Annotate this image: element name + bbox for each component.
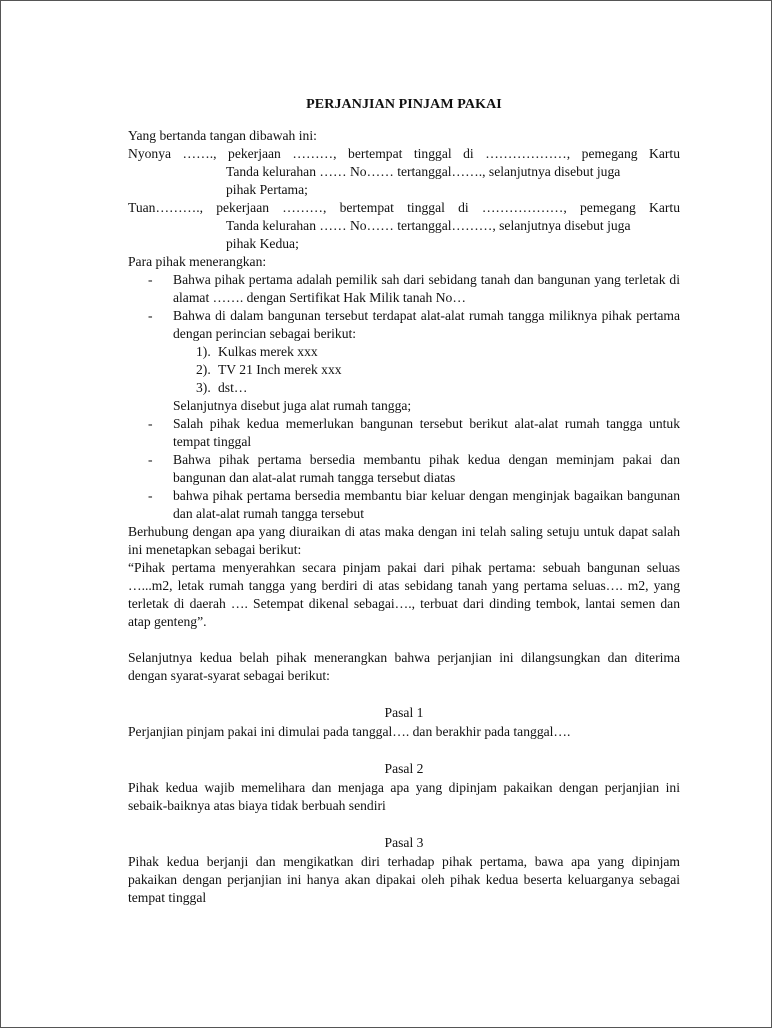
document-title: PERJANJIAN PINJAM PAKAI: [306, 97, 502, 112]
para-next: Selanjutnya kedua belah pihak menerangkan bahwa perjanjian ini dilangsungkan dan diterima dengan syarat-syarat sebagai berikut:: [128, 650, 680, 683]
party-second-line3: pihak Kedua;: [226, 236, 299, 251]
bullet-list-a: [128, 271, 680, 343]
item-text: dst…: [218, 380, 248, 395]
spacer: [128, 631, 680, 649]
list-item: [128, 451, 680, 487]
bullet-dash: -: [148, 416, 153, 431]
item-text: Kulkas merek xxx: [218, 344, 318, 359]
item-number: 1).: [196, 344, 211, 359]
list-item: [128, 415, 680, 451]
party-first-line1: Nyonya ……., pekerjaan ………, bertempat tinggal di ………………, pemegang Kartu: [128, 146, 680, 161]
party-first-line2: Tanda kelurahan …… No…… tertanggal……., selanjutnya disebut juga: [226, 164, 621, 179]
bullet-text: Bahwa pihak pertama bersedia membantu pihak kedua dengan meminjam pakai dan bangunan dan alat-alat rumah tangga tersebut diatas: [173, 452, 680, 485]
bullet-dash: -: [148, 488, 153, 503]
bullet-text: bahwa pihak pertama bersedia membantu biar keluar dengan menginjak bagaikan bangunan dan alat-alat rumah tangga tersebut: [173, 488, 680, 521]
pasal-heading: Pasal 3: [384, 835, 424, 850]
pasal-heading: Pasal 2: [384, 761, 424, 776]
list-item: [196, 379, 680, 397]
party-first: [128, 145, 680, 199]
para-explain: Para pihak menerangkan:: [128, 254, 267, 269]
party-second-line2: Tanda kelurahan …… No…… tertanggal………, selanjutnya disebut juga: [226, 218, 631, 233]
list-item: [196, 361, 680, 379]
list-item: [128, 271, 680, 307]
list-item: [128, 487, 680, 523]
after-items-line: Selanjutnya disebut juga alat rumah tangga;: [173, 398, 412, 413]
bullet-text: Bahwa di dalam bangunan tersebut terdapat alat-alat rumah tangga miliknya pihak pertama dengan perincian sebagai berikut:: [173, 308, 680, 341]
party-first-line3: pihak Pertama;: [226, 182, 308, 197]
item-number: 3).: [196, 380, 211, 395]
item-number: 2).: [196, 362, 211, 377]
bullet-text: Salah pihak kedua memerlukan bangunan tersebut berikut alat-alat rumah tangga untuk tempat tinggal: [173, 416, 680, 449]
pasal-text: Perjanjian pinjam pakai ini dimulai pada tanggal…. dan berakhir pada tanggal….: [128, 724, 571, 739]
document-body: [128, 96, 680, 907]
pasal-heading: Pasal 1: [384, 705, 424, 720]
party-second-line1: Tuan………., pekerjaan ………, bertempat tinggal di ………………, pemegang Kartu: [128, 200, 680, 215]
numbered-list: [128, 343, 680, 397]
para-agree: Berhubung dengan apa yang diuraikan di atas maka dengan ini telah saling setuju untuk dapat salah ini menetapkan sebagai berikut:: [128, 524, 680, 557]
bullet-dash: -: [148, 308, 153, 323]
list-item: [196, 343, 680, 361]
pasal-text: Pihak kedua berjanji dan mengikatkan diri terhadap pihak pertama, bawa apa yang dipinjam pakaikan dengan perjanjian ini hanya akan dipakai oleh pihak kedua beserta keluarganya sebagai tempat tinggal: [128, 854, 680, 905]
bullet-list-b: [128, 415, 680, 523]
list-item: [128, 307, 680, 343]
item-text: TV 21 Inch merek xxx: [218, 362, 342, 377]
party-second: [128, 199, 680, 253]
bullet-dash: -: [148, 452, 153, 467]
bullet-text: Bahwa pihak pertama adalah pemilik sah dari sebidang tanah dan bangunan yang terletak di alamat ……. dengan Sertifikat Hak Milik tanah No…: [173, 272, 680, 305]
intro-line: Yang bertanda tangan dibawah ini:: [128, 128, 317, 143]
bullet-dash: -: [148, 272, 153, 287]
agreement-quote: “Pihak pertama menyerahkan secara pinjam pakai dari pihak pertama: sebuah bangunan seluas …...m2, letak rumah tangga yang berdiri di atas sebidang tanah yang pertama seluas…. m2, yang terletak di daerah …. Setempat dikenal sebagai…., terbuat dari dinding tembok, lantai semen dan atap genteng”.: [128, 560, 680, 629]
pasal-text: Pihak kedua wajib memelihara dan menjaga apa yang dipinjam pakaikan dengan perjanjian ini sebaik-baiknya atas biaya tidak berbuah sendiri: [128, 780, 680, 813]
